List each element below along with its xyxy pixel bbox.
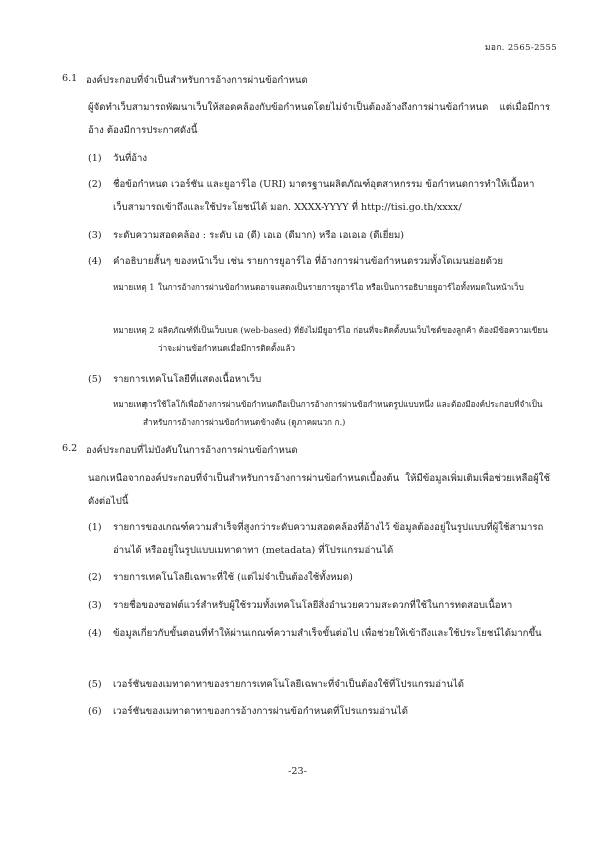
list-item-number: (2) [88, 572, 102, 583]
section-number: 6.2 [62, 443, 78, 454]
list-item-number: (4) [88, 628, 102, 639]
list-item-text: ข้อมูลเกี่ยวกับขั้นตอนที่ทำให้ผ่านเกณฑ์ความสำเร็จขั้นต่อไป เพื่อช่วยให้เข้าถึงและใช้ประโยชน์ได้มากขึ้น [113, 628, 542, 639]
document-header-code: มอก. 2565-2555 [484, 42, 557, 52]
section-6-2-intro: นอกเหนือจากองค์ประกอบที่จำเป็นสำหรับการอ้างการผ่านข้อกำหนดเบื้องต้น ให้มีข้อมูลเพิ่มเติมเพื่อช่วยเหลือผู้ใช้ ดังต่อไปนี้ [88, 473, 550, 507]
list-item-number: (4) [88, 256, 102, 267]
list-item-text: ชื่อข้อกำหนด เวอร์ชัน และยูอาร์ไอ (URI) มาตรฐานผลิตภัณฑ์อุตสาหกรรม ข้อกำหนดการทำให้เนื้อหาเว็บสามารถเข้าถึงและใช้ประโยชน์ได้ มอก. XXXX-YYYY ที่ http://tisi.go.th/xxxx/ [113, 179, 535, 213]
section-6-1-intro: ผู้จัดทำเว็บสามารถพัฒนาเว็บให้สอดคล้องกับข้อกำหนดโดยไม่จำเป็นต้องอ้างถึงการผ่านข้อกำหนด แต่เมื่อมีการอ้าง ต้องมีการประกาศดังนี้ [88, 102, 550, 136]
note-label: หมายเหตุ 1 [113, 282, 155, 292]
note-text: การใช้โลโก้เพื่ออ้างการผ่านข้อกำหนดถือเป็นการอ้างการผ่านข้อกำหนดรูปแบบหนึ่ง และต้องมีองค์ประกอบที่จำเป็นสำหรับการอ้างการผ่านข้อกำหนดข้างต้น (ดูภาคผนวก ก.) [143, 399, 543, 427]
list-item-number: (5) [88, 679, 102, 690]
note-text: ผลิตภัณฑ์ที่เป็นเว็บเบต (web-based) ที่ยังไม่มียูอาร์ไอ ก่อนที่จะติดตั้งบนเว็บไซต์ของลูกค้า ต้องมีข้อความเขียนว่าจะผ่านข้อกำหนดเมื่อมีการติดตั้งแล้ว [158, 325, 548, 353]
list-item-number: (5) [88, 374, 102, 385]
list-item-number: (2) [88, 179, 102, 190]
list-item-number: (1) [88, 522, 102, 533]
list-item-text: ระดับความสอดคล้อง : ระดับ เอ (ดี) เอเอ (ดีมาก) หรือ เอเอเอ (ดีเยี่ยม) [113, 230, 405, 241]
note-label: หมายเหตุ [113, 399, 147, 409]
list-item-text: รายการเทคโนโลยีเฉพาะที่ใช้ (แต่ไม่จำเป็นต้องใช้ทั้งหมด) [113, 572, 353, 583]
list-item-number: (3) [88, 600, 102, 611]
section-number: 6.1 [62, 73, 78, 84]
page-number: -23- [288, 766, 307, 777]
list-item-text: รายการของเกณฑ์ความสำเร็จที่สูงกว่าระดับความสอดคล้องที่อ้างไว้ ข้อมูลต้องอยู่ในรูปแบบที่ผู้ใช้สามารถอ่านได้ หรืออยู่ในรูปแบบเมทาดาทา (metadata) ที่โปรแกรมอ่านได้ [113, 522, 544, 556]
list-item-text: คำอธิบายสั้นๆ ของหน้าเว็บ เช่น รายการยูอาร์ไอ ที่อ้างการผ่านข้อกำหนดรวมทั้งโดเมนย่อยด้วย [113, 256, 504, 267]
list-item-text: รายชื่อของซอฟต์แวร์สำหรับผู้ใช้รวมทั้งเทคโนโลยีสิ่งอำนวยความสะดวกที่ใช้ในการทดสอบเนื้อหา [113, 600, 513, 611]
note-label: หมายเหตุ 2 [113, 325, 155, 335]
note-text: ในการอ้างการผ่านข้อกำหนดอาจแสดงเป็นรายการยูอาร์ไอ หรือเป็นการอธิบายยูอาร์ไอทั้งหมดในหน้าเว็บ [158, 282, 524, 292]
list-item-number: (6) [88, 706, 102, 717]
list-item-text: รายการเทคโนโลยีที่แสดงเนื้อหาเว็บ [113, 374, 262, 385]
section-title: องค์ประกอบที่ไม่บังคับในการอ้างการผ่านข้อกำหนด [86, 445, 298, 456]
list-item-text: เวอร์ชันของเมทาดาทาของรายการเทคโนโลยีเฉพาะที่จำเป็นต้องใช้ที่โปรแกรมอ่านได้ [113, 679, 464, 690]
list-item-text: เวอร์ชันของเมทาดาทาของการอ้างการผ่านข้อกำหนดที่โปรแกรมอ่านได้ [113, 706, 408, 717]
section-title: องค์ประกอบที่จำเป็นสำหรับการอ้างการผ่านข้อกำหนด [86, 75, 308, 86]
list-item-text: วันที่อ้าง [113, 153, 148, 164]
list-item-number: (3) [88, 230, 102, 241]
list-item-number: (1) [88, 153, 102, 164]
